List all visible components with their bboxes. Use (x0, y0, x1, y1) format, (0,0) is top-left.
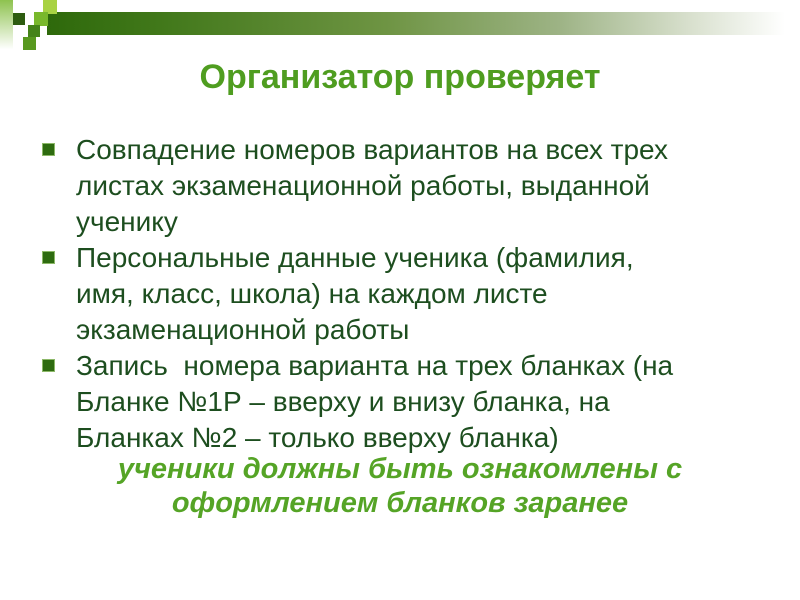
list-item (42, 132, 770, 240)
bullet-line: Запись номера варианта на трех бланках (на (76, 350, 674, 381)
bullet-line: листах экзаменационной работы, выданной (76, 170, 650, 201)
list-item (42, 240, 770, 348)
square-bullet-icon (42, 359, 55, 372)
emphasis-note (0, 452, 800, 520)
header-gradient-bar (47, 12, 800, 35)
note-line: ученики должны быть ознакомлены с (117, 453, 683, 485)
bullet-text (76, 348, 673, 456)
bullet-line: Бланках №2 – только вверху бланка) (76, 422, 559, 453)
bullet-list (42, 132, 770, 456)
note-line: оформлением бланков заранее (171, 487, 629, 519)
bullet-line: ученику (76, 206, 178, 237)
square-bullet-icon (42, 251, 55, 264)
bullet-line: экзаменационной работы (76, 314, 410, 345)
bullet-line: Бланке №1Р – вверху и внизу бланка, на (76, 386, 610, 417)
deco-square-mid (28, 25, 40, 37)
deco-square-dark (13, 13, 25, 25)
left-gradient-strip (0, 0, 13, 52)
bullet-line: Персональные данные ученика (фамилия, (76, 242, 634, 273)
bullet-text (76, 240, 634, 348)
square-bullet-icon (42, 143, 55, 156)
list-item (42, 348, 770, 456)
deco-square-low (23, 37, 36, 50)
bullet-line: имя, класс, школа) на каждом листе (76, 278, 548, 309)
bullet-line: Совпадение номеров вариантов на всех трех (76, 134, 669, 165)
slide-title: Организатор проверяет (199, 58, 601, 96)
bullet-text (76, 132, 668, 240)
deco-square-bright (34, 12, 48, 26)
